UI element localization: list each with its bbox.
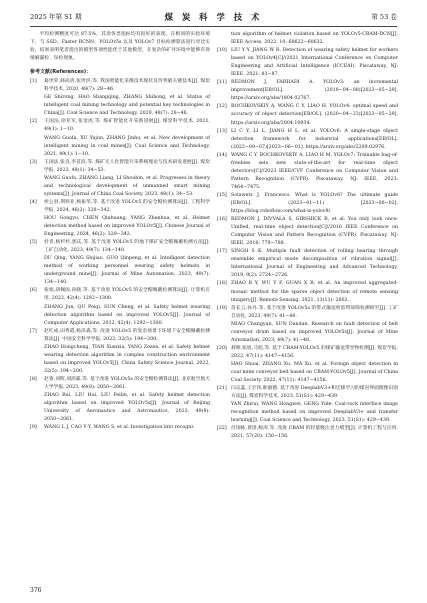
reference-entry: [217, 425, 398, 441]
reference-entry: [217, 321, 398, 345]
reference-text: HOU Gongyu, CHEN Qinhuang, YANG Zhenhua, et al. Helmet detection method based on improved YOLOv5[J]. Chinese Journal of Engineering, 2024, 46(2): 329−342.: [44, 215, 210, 238]
reference-entry: [30, 78, 210, 94]
reference-entry: [30, 287, 210, 303]
reference-text: ZHAO B Y, WU Y F, GUAN X R, et al. An improved aggregated-mosaic method for the sparse object detection of remote sensing imagery[J]. Remote Sensing, 2021, 13(13): 2602.: [231, 281, 398, 303]
reference-entry: [30, 159, 210, 175]
reference-entry: [217, 401, 398, 425]
intro-paragraph: 平均检测精度可达 87.5%，其余各类指标均有较好的表现。在相同的实验环境下，与 SSD、Faster RCNN、YOLOv5s 以及 YOLOv7 目标检测算法进行对比实验，结果表明笔者提出的模型各项性能优于其他模型，在复杂的矿井环境中能够有效缓解漏检、误检现象。: [30, 32, 210, 62]
reference-number: [1]: [30, 79, 37, 85]
reference-text: HAO Shuai, ZHANG Xu, MA Xu, et al. Foreign object detection in coal mine conveyor belt based on CBAM-YOLOv5[J]. Journal of China Coal Society, 2022, 47(11): 4147−4156.: [231, 361, 398, 384]
reference-text: MIAO Changyun, SUN Dandan. Research on fault detection of belt conveyor drum based on improved YOLOv5s[J]. Journal of Mine Automation, 2023, 49(7): 41−48.: [231, 321, 398, 343]
reference-text: 侯公羽,荆铁亚,杨振华,等. 基于改进 YOLOv5 的安全帽检测算法[J]. 工程科学学报, 2024, 46(2): 329−342.: [44, 199, 210, 213]
reference-number: [20]: [217, 345, 227, 351]
reference-text: SINGH S K. Multiple fault detection of rolling bearing through ensemble empirical mode decomposition of vibration signal[J]. International Journal of Engineering and Advanced Technology, 2019, 9(2): 2724−2726.: [231, 249, 398, 279]
reference-entry: [30, 376, 210, 392]
reference-entry: [217, 305, 398, 321]
reference-entry: [30, 424, 210, 432]
header-volume: 第 53 卷: [371, 13, 397, 21]
reference-entry: [217, 103, 398, 127]
reference-text: WANG L J, CAO Y Y, WANG S, et al. Investigation into recogni-: [44, 425, 195, 431]
reference-text: YAN Zhirui, WANG Hongwei, GENG Yide. Coal-rock interface image recognition method based on improved DeeplabV3+ and transfer learning[J]. Coal Science and Technology, 2023, 51(S1): 429−439.: [231, 402, 398, 424]
right-column: [217, 31, 398, 441]
reference-number: [9]: [30, 425, 37, 431]
reference-entry: [217, 216, 398, 248]
reference-text: LI C Y, LI L, JIANG H L, et al. YOLOv6: A single-stage object detection framework for industrial applications[EB/OL]. (2022−09−07)[2023−06−01]. https://arxiv.org/abs/2209.02976.: [231, 128, 398, 150]
reference-entry: [30, 118, 210, 134]
reference-text: 葛世荣,郝尚清,张世洪,等. 我国智能化采煤技术现状及待突破关键技术[J]. 煤炭科学技术, 2020, 48(7): 28−46.: [44, 79, 210, 93]
reference-text: 赵睿,刘辉,刘沛霖,等. 基于改进 YOLOv5s 的安全帽检测算法[J]. 北京航空航天大学学报, 2023, 49(8): 2050−2061.: [44, 376, 210, 390]
reference-text: BOCHKOVSKIY A, WANG C Y, LIAO H. YOLOv4: optimal speed and accuracy of object detection[EB/OL]. (2020−04−23)[2023−05−29]. https://arxiv.org/abs/2004.10934.: [231, 104, 398, 126]
reference-list-left: [30, 78, 210, 432]
reference-text: 苗长云,孙丹,等. 基于改进 YOLOv5s 的带式输送机胶带故障检测研究[J]. 工矿自动化, 2023, 49(7): 41−48.: [231, 305, 398, 319]
reference-text: ZHAO Rui, LIU Hui, LIU Peilin, et al. Safety helmet detection algorithm based on improved YOLOv5s[J]. Journal of Beijing University of Aeronautics and Astronautics, 2023, 49(8): 2050−2061.: [44, 393, 210, 423]
reference-entry: [30, 304, 210, 328]
reference-entry: [30, 175, 210, 199]
reference-number: [8]: [30, 376, 37, 382]
reference-entry: [30, 199, 210, 215]
left-column: [30, 31, 210, 432]
reference-entry: [30, 135, 210, 159]
reference-number: [17]: [217, 249, 227, 255]
reference-number: [13]: [217, 128, 227, 134]
reference-number: [5]: [30, 240, 37, 246]
reference-entry: [217, 345, 398, 361]
reference-entry: [30, 94, 210, 118]
reference-number: [22]: [217, 426, 227, 432]
reference-number: [2]: [30, 119, 37, 125]
reference-entry: [217, 128, 398, 152]
reference-text: GE Shirong, HAO Shangqing, ZHANG Shihong, et al. Status of intelligent coal mining technology and potential key technologies in China[J]. Coal Science and Technology, 2020, 48(7): 28−46.: [44, 95, 210, 117]
reference-entry: [30, 255, 210, 287]
reference-entry: [217, 192, 398, 216]
reference-entry: [217, 361, 398, 385]
reference-entry: [217, 280, 398, 304]
reference-entry: [217, 152, 398, 192]
reference-entry: [30, 328, 210, 344]
reference-entry: [217, 248, 398, 280]
reference-text: 王国法,徐亚军,张金虎,等. 煤矿智能化开采新进展[J]. 煤炭科学技术, 2021, 49(1): 1−10.: [44, 119, 210, 133]
running-header: [30, 10, 397, 24]
references-heading: 参考文献(References)：: [30, 69, 92, 76]
reference-number: [14]: [217, 152, 227, 158]
reference-text: tion algorithm of helmet violation based on YOLOv5-CBAM-DCN[J]. IEEE Access, 2022, 10: 60622−60632.: [231, 32, 398, 46]
reference-number: [15]: [217, 192, 227, 198]
reference-entry: [217, 31, 398, 47]
header-rule: [30, 26, 397, 27]
reference-number: [6]: [30, 288, 37, 294]
reference-text: WANG Guofa, XU Yajun, ZHANG Jinhu, et al. New development of intelligent mining in coal mines[J]. Coal Science and Technology, 2021, 49(1): 1−10.: [44, 135, 210, 157]
reference-entry: [217, 385, 398, 401]
header-issue: 2025 年第 S1 期: [30, 13, 82, 21]
reference-text: DU Qing, YANG Shijiao, GUO Qinpeng, et al. Intelligent detection method of working personnel wearing safety helmets in underground mine[J]. Journal of Mine Automation, 2023, 49(7): 134−140.: [44, 256, 210, 286]
reference-text: ZHANG Jun, QU Peiqi, SUN Cheng, et al. Safety helmet wearing detection algorithm based on improved YOLOv5[J]. Journal of Computer Applications, 2022, 42(4): 1292−1300.: [44, 304, 210, 326]
reference-text: 杜青,杨杉杉,郭庆,等. 基于改进 YOLOv5 的地下煤矿安全帽佩戴检测方法[J]. 工矿自动化, 2023, 49(7): 134−140.: [44, 240, 210, 254]
reference-text: WANG C Y, BOCHKOVSKIY A, LIAO H M. YOLOv7: Trainable bag-of-freebies sets new state-of-the-art for real-time object detectors[C]//2023 IEEE/CVF Conference on Computer Vision and Pattern Recognition (CVPR). Piscataway, NJ: IEEE, 2023: 7464−7475.: [231, 152, 398, 190]
reference-text: 郝帅,张旭,马旭,等. 基于 CBAM-YOLOv5 的煤矿输送带异物检测[J]. 煤炭学报, 2022, 47(11): 4147−4156.: [231, 345, 398, 359]
reference-text: 付国栋,黄进,杨涛,等. 改进 CBAM 的轻量级注意力模型[J]. 计算机工程与应用, 2021, 57(20): 150−156.: [231, 426, 398, 440]
reference-text: REDMON J, DIVVALA S, GIRSHICK R, et al. You only look once: Unified, real-time object detection[C]//2016 IEEE Conference on Computer Vision and Pattern Recognition (CVPR). Piscataway, NJ: IEEE, 2016: 779−788.: [231, 217, 398, 247]
reference-number: [18]: [217, 281, 227, 287]
reference-number: [10]: [217, 48, 227, 54]
header-journal-title: 煤 炭 科 学 技 术: [164, 12, 263, 22]
reference-number: [7]: [30, 328, 37, 334]
reference-entry: [30, 239, 210, 255]
reference-entry: [30, 215, 210, 239]
reference-number: [19]: [217, 305, 227, 311]
reference-text: REDMON J, FARHADI A. YOLOv3: an incremental improvement[EB/OL]. (2018−04−08)[2023−05−29]. https://arxiv.org/abs/1804.02767.: [231, 80, 398, 102]
reference-text: 闫志蕊,王宏伟,耿毅德. 基于改进 DeeplabV3+和迁移学习的煤岩界面图像识别方法[J]. 煤炭科学技术, 2023, 51(S1): 429−439.: [231, 386, 398, 400]
reference-text: LIU Y Y, JIANG W R. Detection of wearing safety helmet for workers based on YOLOv4[C]//2021 International Conference on Computer Engineering and Artificial Intelligence (ICCEAI). Piscataway, NJ: IEEE, 2021: 83−87.: [231, 48, 398, 78]
reference-number: [11]: [217, 80, 227, 86]
reference-text: WANG Guofa, ZHANG Liang, LI Shoubin, et al. Progresses in theory and technological development of unmanned smart mining systems[J]. Journal of China Coal Society, 2023, 48(1): 34−53.: [44, 175, 210, 197]
reference-number: [12]: [217, 104, 227, 110]
reference-entry: [30, 344, 210, 376]
reference-entry: [217, 47, 398, 79]
reference-list-right: [217, 31, 398, 441]
reference-text: 王国法,张良,李首滨,等. 煤矿无人化智能开采系统理论与技术研发进展[J]. 煤炭学报, 2023, 48(1): 34−53.: [44, 159, 210, 173]
reference-number: [3]: [30, 159, 37, 165]
reference-number: [16]: [217, 217, 227, 223]
reference-text: 赵红成,田秀霞,杨泽森,等. 改进 YOLOv5 的复杂场景下环境下安全帽佩戴检测算法[J]. 中国安全科学学报, 2022, 32(5): 194−200.: [44, 328, 210, 342]
reference-entry: [30, 392, 210, 424]
reference-number: [4]: [30, 199, 37, 205]
reference-text: ZHAO Hongcheng, TIAN Xianxia, YANG Zezen, et al. Safety helmet wearing detection algorithm in complex construction environment based on improved YOLOv5[J]. China Safety Science Journal, 2022, 32(5): 194−200.: [44, 344, 210, 374]
reference-text: 张娟,胡佩雨,孙晓,等. 基于改进 YOLOv5 的安全帽佩戴检测算法[J]. 计算机应用, 2022, 42(4): 1292−1300.: [44, 288, 210, 302]
reference-entry: [217, 79, 398, 103]
reference-text: Solawetz J, Francesco. What is YOLOv8? The ultimate guide [EB/OL]. (2023−01−11) [2023−06−02]. https://blog.roboflow.com/what-is-yolov8/.: [231, 192, 398, 215]
page-number: 376: [30, 587, 42, 594]
reference-number: [21]: [217, 386, 227, 392]
